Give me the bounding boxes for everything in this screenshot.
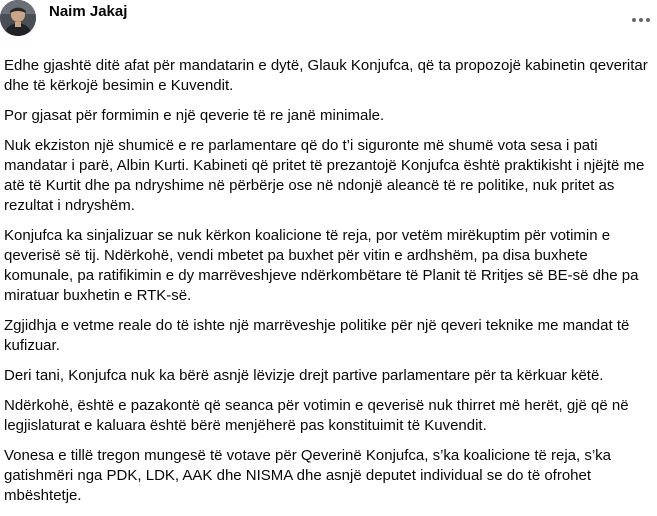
more-options-button[interactable]	[628, 10, 654, 30]
post-paragraph-7: Ndërkohë, është e pazakontë që seanca për votimin e qeverisë nuk thirret më herët, gjë që në legjislaturat e kaluara është bërë menjëherë pas konstituimit të Kuvendit.	[4, 397, 629, 434]
post-body	[4, 56, 656, 516]
post-header	[0, 0, 657, 40]
author-name[interactable]: Naim Jakaj	[49, 3, 128, 20]
avatar-photo-icon	[0, 0, 36, 36]
post-paragraph-3: Nuk ekziston një shumicë e re parlamentare që do t’i siguronte më shumë vota sesa i pati mandatar i parë, Albin Kurti. Kabineti që pritet të prezantojë Konjufca është praktikisht i njëjtë me atë të Kurtit dhe pa ndryshime në përbërje ose në ndonjë aleancë të re politike, nuk pritet as rezultat i ndryshëm.	[4, 137, 645, 214]
ellipsis-icon	[632, 18, 636, 22]
avatar[interactable]	[0, 0, 36, 36]
post-paragraph-6: Deri tani, Konjufca nuk ka bërë asnjë lëvizje drejt partive parlamentare për ta kërkuar këtë.	[4, 367, 604, 384]
post-paragraph-2: Por gjasat për formimin e një qeverie të re janë minimale.	[4, 107, 385, 124]
post-paragraph-8: Vonesa e tillë tregon mungesë të votave për Qeverinë Konjufca, s’ka koalicione të reja, s’ka gatishmëri nga PDK, LDK, AAK dhe NISMA dhe asnjë deputet individual se do të ofrohet mbështetje.	[4, 447, 612, 504]
post-paragraph-1: Edhe gjashtë ditë afat për mandatarin e dytë, Glauk Konjufca, që ta propozojë kabinetin qeveritar dhe të kërkojë besimin e Kuvendit.	[4, 57, 648, 94]
post-paragraph-5: Zgjidhja e vetme reale do të ishte një marrëveshje politike për një qeveri teknike me mandat të kufizuar.	[4, 317, 630, 354]
post-paragraph-4: Konjufca ka sinjalizuar se nuk kërkon koalicione të reja, por vetëm mirëkuptim për votimin e qeverisë së tij. Ndërkohë, vendi mbetet pa buxhet për vitin e ardhshëm, pa disa buxhete komunale, pa ratifikimin e dy marrëveshjeve ndërkombëtare të Planit të Rritjes së BE-së dhe pa miratuar buxhetin e RTK-së.	[4, 227, 639, 304]
